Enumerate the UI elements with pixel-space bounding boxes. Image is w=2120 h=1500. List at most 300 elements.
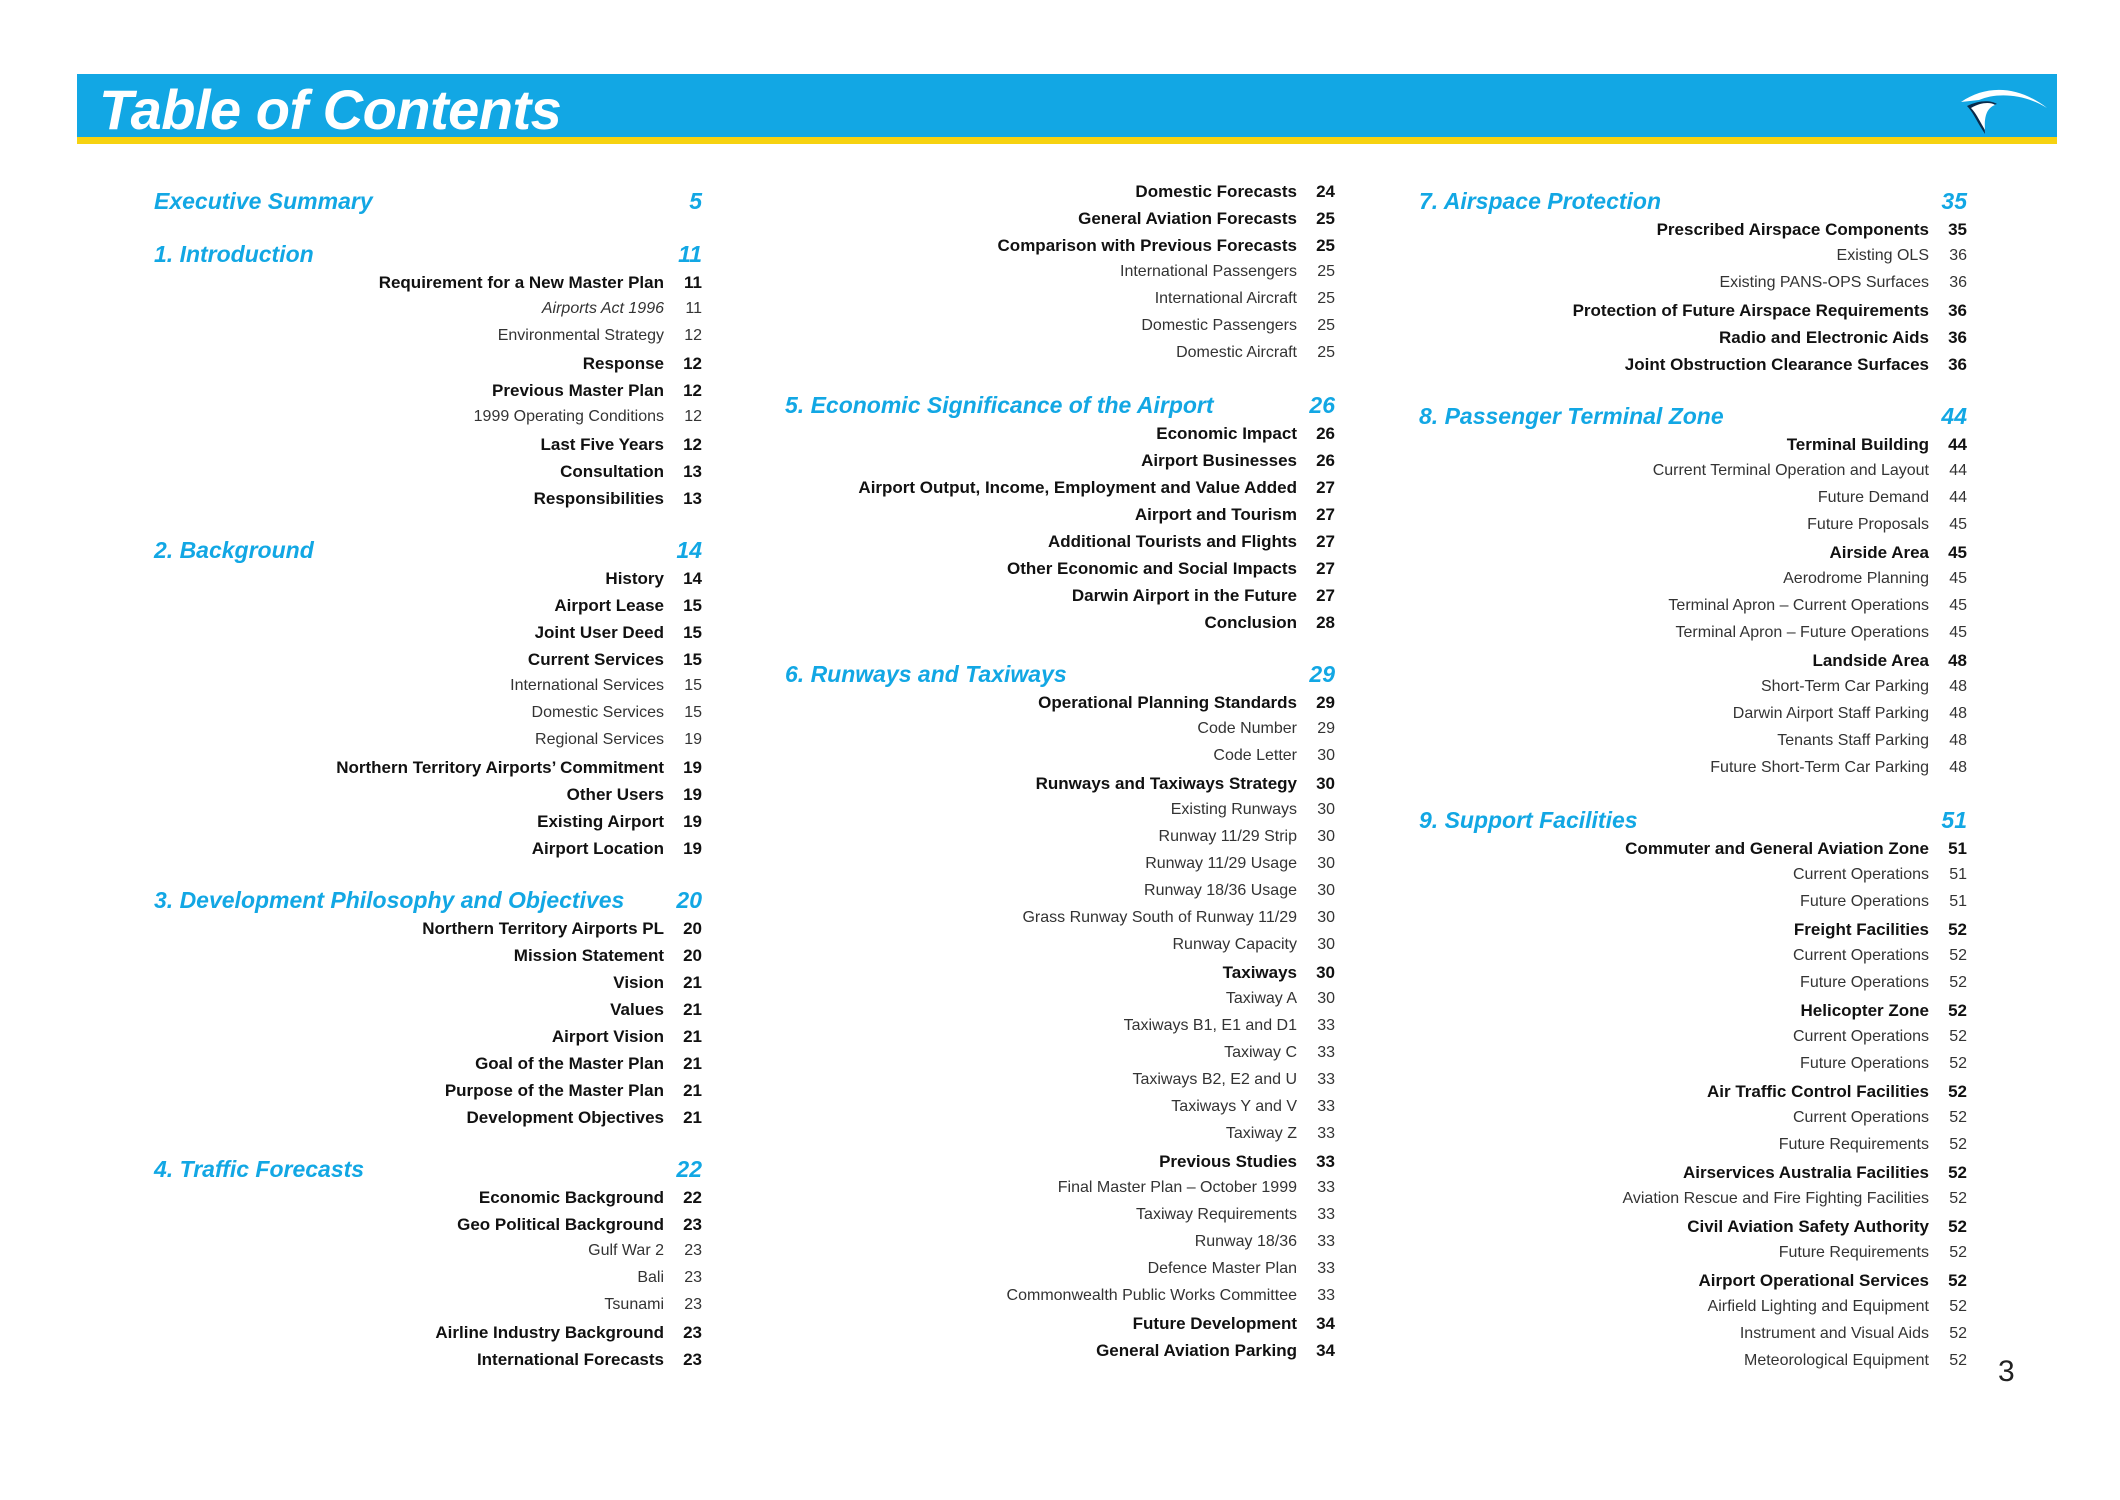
toc-subentry[interactable] xyxy=(785,990,1335,1017)
toc-entry-title: Prescribed Airspace Components xyxy=(1656,220,1929,239)
toc-subentry[interactable] xyxy=(1419,274,1967,301)
toc-entry[interactable] xyxy=(785,693,1335,720)
toc-subentry[interactable] xyxy=(1419,947,1967,974)
toc-subentry[interactable] xyxy=(785,828,1335,855)
toc-entry-page: 33 xyxy=(1317,1125,1335,1142)
toc-subentry[interactable] xyxy=(785,263,1335,290)
toc-entry[interactable] xyxy=(154,758,702,785)
toc-entry-title: Terminal Apron – Future Operations xyxy=(1675,624,1929,641)
toc-entry-title: Development Objectives xyxy=(466,1108,664,1127)
toc-entry-title: Joint Obstruction Clearance Surfaces xyxy=(1624,355,1929,374)
toc-entry-page: 36 xyxy=(1948,355,1967,374)
toc-entry[interactable] xyxy=(154,946,702,973)
toc-entry-title: Regional Services xyxy=(535,731,664,748)
toc-subentry[interactable] xyxy=(1419,1028,1967,1055)
toc-entry-title: Domestic Passengers xyxy=(1141,317,1297,334)
toc-entry-page: 27 xyxy=(1316,559,1335,578)
toc-entry[interactable] xyxy=(785,532,1335,559)
toc-subentry[interactable] xyxy=(1419,1298,1967,1325)
toc-entry[interactable] xyxy=(1419,651,1967,678)
toc-entry-title: Freight Facilities xyxy=(1793,920,1929,939)
toc-entry[interactable] xyxy=(1419,1163,1967,1190)
toc-entry-title: Requirement for a New Master Plan xyxy=(378,273,664,292)
toc-entry-page: 52 xyxy=(1948,1271,1967,1290)
toc-entry-page: 52 xyxy=(1948,1217,1967,1236)
toc-entry-page: 25 xyxy=(1317,290,1335,307)
toc-entry-page: 27 xyxy=(1316,478,1335,497)
toc-entry[interactable] xyxy=(154,1215,702,1242)
toc-entry-title: Domestic Forecasts xyxy=(1135,182,1297,201)
toc-entry[interactable] xyxy=(154,785,702,812)
toc-subentry[interactable] xyxy=(1419,489,1967,516)
toc-entry[interactable] xyxy=(1419,839,1967,866)
toc-entry-page: 21 xyxy=(683,973,702,992)
toc-entry[interactable] xyxy=(154,650,702,677)
toc-entry-page: 30 xyxy=(1317,855,1335,872)
toc-subentry[interactable] xyxy=(785,1017,1335,1044)
toc-entry-page: 52 xyxy=(1949,1028,1967,1045)
toc-entry-page: 21 xyxy=(683,1000,702,1019)
toc-entry-page: 52 xyxy=(1949,1055,1967,1072)
toc-subentry[interactable] xyxy=(154,677,702,704)
toc-subentry[interactable] xyxy=(1419,974,1967,1001)
toc-entry-title: Taxiways xyxy=(1222,963,1297,982)
toc-section-heading[interactable] xyxy=(1419,801,1967,839)
toc-entry-page: 27 xyxy=(1316,505,1335,524)
toc-entry-title: Airservices Australia Facilities xyxy=(1682,1163,1929,1182)
toc-subentry[interactable] xyxy=(154,408,702,435)
toc-entry-page: 52 xyxy=(1949,1352,1967,1369)
toc-entry-title: Taxiway C xyxy=(1224,1044,1297,1061)
toc-entry-page: 5 xyxy=(689,187,702,214)
toc-entry-title: General Aviation Forecasts xyxy=(1078,209,1297,228)
toc-subentry[interactable] xyxy=(1419,624,1967,651)
toc-subentry[interactable] xyxy=(785,1206,1335,1233)
toc-entry-title: Terminal Apron – Current Operations xyxy=(1668,597,1929,614)
toc-entry-title: Airport Output, Income, Employment and Value Added xyxy=(858,478,1297,497)
toc-entry-title: Darwin Airport in the Future xyxy=(1071,586,1297,605)
toc-entry-page: 19 xyxy=(683,785,702,804)
toc-entry[interactable] xyxy=(1419,543,1967,570)
toc-entry-page: 48 xyxy=(1948,651,1967,670)
toc-entry-page: 25 xyxy=(1317,344,1335,361)
toc-entry-title: Airport Businesses xyxy=(1141,451,1297,470)
toc-entry[interactable] xyxy=(785,963,1335,990)
toc-subentry[interactable] xyxy=(785,1071,1335,1098)
toc-subentry[interactable] xyxy=(1419,705,1967,732)
toc-entry-page: 19 xyxy=(683,839,702,858)
toc-entry-page: 12 xyxy=(684,327,702,344)
toc-entry-page: 33 xyxy=(1317,1017,1335,1034)
toc-column-3 xyxy=(1419,182,1967,1379)
toc-entry[interactable] xyxy=(1419,435,1967,462)
toc-entry-title: Runways and Taxiways Strategy xyxy=(1035,774,1297,793)
toc-entry-title: Future Development xyxy=(1132,1314,1297,1333)
toc-entry[interactable] xyxy=(154,489,702,516)
toc-subentry[interactable] xyxy=(1419,678,1967,705)
toc-entry-page: 29 xyxy=(1317,720,1335,737)
toc-entry-page: 45 xyxy=(1948,543,1967,562)
toc-entry-page: 52 xyxy=(1948,920,1967,939)
toc-subentry[interactable] xyxy=(785,1260,1335,1287)
toc-section-heading[interactable] xyxy=(785,386,1335,424)
toc-entry[interactable] xyxy=(1419,1271,1967,1298)
toc-entry-page: 15 xyxy=(683,596,702,615)
toc-entry[interactable] xyxy=(154,919,702,946)
toc-entry-title: Future Requirements xyxy=(1778,1136,1929,1153)
toc-entry[interactable] xyxy=(154,623,702,650)
toc-entry-title: Airside Area xyxy=(1829,543,1929,562)
toc-section-heading[interactable] xyxy=(154,881,702,919)
toc-entry-title: Future Operations xyxy=(1800,1055,1929,1072)
toc-section-heading[interactable] xyxy=(1419,397,1967,435)
toc-entry[interactable] xyxy=(154,435,702,462)
toc-entry-page: 23 xyxy=(684,1242,702,1259)
toc-entry[interactable] xyxy=(154,973,702,1000)
toc-entry-title: Current Services xyxy=(527,650,664,669)
toc-entry-page: 34 xyxy=(1316,1341,1335,1360)
toc-entry-page: 15 xyxy=(684,704,702,721)
toc-subentry[interactable] xyxy=(154,704,702,731)
toc-entry-title: Environmental Strategy xyxy=(497,327,664,344)
toc-entry[interactable] xyxy=(1419,220,1967,247)
toc-entry-title: Code Letter xyxy=(1213,747,1297,764)
toc-entry-title: Last Five Years xyxy=(540,435,664,454)
page-title: Table of Contents xyxy=(99,78,562,141)
toc-entry-title: Aerodrome Planning xyxy=(1783,570,1929,587)
toc-entry-title: Operational Planning Standards xyxy=(1038,693,1297,712)
toc-entry-title: 2. Background xyxy=(154,536,314,563)
toc-entry-page: 23 xyxy=(683,1323,702,1342)
toc-subentry[interactable] xyxy=(1419,759,1967,786)
toc-entry-page: 36 xyxy=(1948,328,1967,347)
toc-entry-title: Commuter and General Aviation Zone xyxy=(1625,839,1929,858)
toc-entry-page: 15 xyxy=(683,650,702,669)
toc-entry-page: 52 xyxy=(1949,1136,1967,1153)
toc-entry[interactable] xyxy=(785,559,1335,586)
toc-subentry[interactable] xyxy=(785,290,1335,317)
toc-entry[interactable] xyxy=(1419,1082,1967,1109)
toc-entry-title: Airfield Lighting and Equipment xyxy=(1707,1298,1929,1315)
toc-entry-page: 21 xyxy=(683,1054,702,1073)
toc-entry-page: 45 xyxy=(1949,516,1967,533)
toc-entry-title: Current Terminal Operation and Layout xyxy=(1652,462,1929,479)
toc-subentry[interactable] xyxy=(785,1179,1335,1206)
toc-subentry[interactable] xyxy=(154,327,702,354)
toc-entry-title: Values xyxy=(610,1000,664,1019)
toc-entry-page: 27 xyxy=(1316,532,1335,551)
toc-entry[interactable] xyxy=(154,354,702,381)
toc-subentry[interactable] xyxy=(785,909,1335,936)
toc-section-heading[interactable] xyxy=(154,1150,702,1188)
toc-entry-title: 4. Traffic Forecasts xyxy=(154,1155,365,1182)
toc-entry[interactable] xyxy=(785,586,1335,613)
toc-subentry[interactable] xyxy=(785,855,1335,882)
toc-entry[interactable] xyxy=(154,1108,702,1135)
toc-entry[interactable] xyxy=(154,1027,702,1054)
toc-subentry[interactable] xyxy=(154,300,702,327)
toc-entry-title: Existing OLS xyxy=(1836,247,1929,264)
toc-subentry[interactable] xyxy=(785,720,1335,747)
toc-subentry[interactable] xyxy=(1419,1109,1967,1136)
toc-subentry[interactable] xyxy=(1419,732,1967,759)
toc-entry[interactable] xyxy=(785,1152,1335,1179)
title-banner xyxy=(77,74,2057,144)
toc-entry-title: Defence Master Plan xyxy=(1147,1260,1297,1277)
toc-entry[interactable] xyxy=(1419,1217,1967,1244)
toc-entry-title: Previous Studies xyxy=(1159,1152,1297,1171)
toc-entry[interactable] xyxy=(785,505,1335,532)
toc-entry-page: 30 xyxy=(1317,882,1335,899)
toc-entry-title: Radio and Electronic Aids xyxy=(1718,328,1929,347)
toc-entry-title: Civil Aviation Safety Authority xyxy=(1687,1217,1929,1236)
toc-subentry[interactable] xyxy=(785,1287,1335,1314)
toc-subentry[interactable] xyxy=(1419,1190,1967,1217)
toc-column-2 xyxy=(785,182,1335,1368)
toc-entry-title: Responsibilities xyxy=(533,489,664,508)
toc-entry-title: Airport Location xyxy=(531,839,664,858)
toc-subentry[interactable] xyxy=(785,1233,1335,1260)
toc-entry[interactable] xyxy=(1419,1001,1967,1028)
toc-entry[interactable] xyxy=(1419,328,1967,355)
toc-entry-page: 24 xyxy=(1316,182,1335,201)
toc-entry-page: 30 xyxy=(1316,963,1335,982)
toc-entry[interactable] xyxy=(785,182,1335,209)
toc-entry[interactable] xyxy=(1419,301,1967,328)
toc-subentry[interactable] xyxy=(1419,1352,1967,1379)
toc-subentry[interactable] xyxy=(1419,1325,1967,1352)
toc-entry-page: 19 xyxy=(683,812,702,831)
toc-entry-page: 13 xyxy=(683,489,702,508)
toc-entry[interactable] xyxy=(1419,920,1967,947)
toc-entry-title: International Services xyxy=(510,677,664,694)
toc-entry-page: 33 xyxy=(1317,1287,1335,1304)
toc-entry-page: 23 xyxy=(683,1215,702,1234)
toc-entry-title: Current Operations xyxy=(1792,947,1929,964)
toc-subentry[interactable] xyxy=(1419,597,1967,624)
toc-entry-page: 25 xyxy=(1317,263,1335,280)
toc-section-heading[interactable] xyxy=(154,235,702,273)
toc-entry[interactable] xyxy=(785,774,1335,801)
toc-subentry[interactable] xyxy=(785,936,1335,963)
toc-entry-title: Tsunami xyxy=(604,1296,664,1313)
toc-entry-page: 11 xyxy=(678,240,702,267)
toc-entry-title: Economic Background xyxy=(478,1188,664,1207)
toc-entry-page: 29 xyxy=(1309,660,1335,687)
toc-entry-title: Future Short-Term Car Parking xyxy=(1710,759,1929,776)
toc-subentry[interactable] xyxy=(785,1044,1335,1071)
toc-entry-page: 33 xyxy=(1317,1071,1335,1088)
toc-entry-page: 52 xyxy=(1948,1082,1967,1101)
toc-entry[interactable] xyxy=(154,1000,702,1027)
toc-entry-page: 33 xyxy=(1317,1179,1335,1196)
toc-subentry[interactable] xyxy=(1419,1055,1967,1082)
toc-entry[interactable] xyxy=(785,1341,1335,1368)
toc-subentry[interactable] xyxy=(154,1242,702,1269)
toc-entry-page: 30 xyxy=(1317,801,1335,818)
toc-entry-title: 7. Airspace Protection xyxy=(1419,187,1662,214)
toc-subentry[interactable] xyxy=(154,731,702,758)
toc-entry[interactable] xyxy=(785,478,1335,505)
toc-entry-title: Taxiways B1, E1 and D1 xyxy=(1123,1017,1297,1034)
toc-entry-title: Future Proposals xyxy=(1807,516,1929,533)
toc-subentry[interactable] xyxy=(1419,462,1967,489)
toc-entry-page: 48 xyxy=(1949,678,1967,695)
toc-entry-page: 45 xyxy=(1949,570,1967,587)
toc-entry-title: International Aircraft xyxy=(1154,290,1297,307)
toc-entry-title: Taxiway Z xyxy=(1225,1125,1297,1142)
toc-subentry[interactable] xyxy=(785,747,1335,774)
toc-entry[interactable] xyxy=(154,596,702,623)
toc-entry-page: 33 xyxy=(1317,1098,1335,1115)
toc-entry-page: 20 xyxy=(683,946,702,965)
toc-entry-title: 8. Passenger Terminal Zone xyxy=(1419,402,1724,429)
toc-entry-title: Runway 11/29 Usage xyxy=(1145,855,1297,872)
toc-entry-title: Northern Territory Airports PL xyxy=(422,919,664,938)
toc-entry-title: Darwin Airport Staff Parking xyxy=(1732,705,1929,722)
toc-entry[interactable] xyxy=(154,569,702,596)
toc-entry-title: Current Operations xyxy=(1792,866,1929,883)
toc-entry[interactable] xyxy=(154,812,702,839)
toc-entry-page: 23 xyxy=(684,1269,702,1286)
toc-entry-title: Economic Impact xyxy=(1156,424,1297,443)
toc-entry-title: Geo Political Background xyxy=(457,1215,664,1234)
toc-entry-title: Current Operations xyxy=(1792,1109,1929,1126)
toc-subentry[interactable] xyxy=(154,1296,702,1323)
toc-entry-page: 33 xyxy=(1316,1152,1335,1171)
toc-entry-page: 22 xyxy=(676,1155,702,1182)
toc-entry-title: Airline Industry Background xyxy=(435,1323,664,1342)
toc-entry-page: 25 xyxy=(1316,236,1335,255)
toc-subentry[interactable] xyxy=(785,1098,1335,1125)
toc-entry-page: 30 xyxy=(1317,828,1335,845)
toc-entry-page: 19 xyxy=(684,731,702,748)
toc-entry-page: 12 xyxy=(683,381,702,400)
toc-entry-title: Runway Capacity xyxy=(1172,936,1297,953)
toc-entry-title: 1999 Operating Conditions xyxy=(473,408,664,425)
toc-entry-title: Commonwealth Public Works Committee xyxy=(1006,1287,1297,1304)
toc-entry-title: Taxiway A xyxy=(1225,990,1297,1007)
toc-entry-page: 12 xyxy=(683,354,702,373)
toc-entry[interactable] xyxy=(785,613,1335,640)
toc-entry-page: 12 xyxy=(683,435,702,454)
toc-entry-page: 33 xyxy=(1317,1260,1335,1277)
toc-entry-page: 30 xyxy=(1317,747,1335,764)
toc-entry[interactable] xyxy=(154,1323,702,1350)
toc-entry-title: 6. Runways and Taxiways xyxy=(785,660,1067,687)
toc-entry[interactable] xyxy=(154,1350,702,1377)
toc-entry-title: Airport Lease xyxy=(554,596,664,615)
toc-subentry[interactable] xyxy=(154,1269,702,1296)
toc-entry[interactable] xyxy=(785,424,1335,451)
toc-section-heading[interactable] xyxy=(154,182,702,220)
toc-entry[interactable] xyxy=(154,381,702,408)
toc-subentry[interactable] xyxy=(785,344,1335,371)
toc-entry-title: Tenants Staff Parking xyxy=(1777,732,1929,749)
toc-entry[interactable] xyxy=(154,1081,702,1108)
toc-entry-page: 21 xyxy=(683,1027,702,1046)
toc-entry[interactable] xyxy=(785,1314,1335,1341)
toc-entry-title: Air Traffic Control Facilities xyxy=(1707,1082,1929,1101)
toc-subentry[interactable] xyxy=(1419,247,1967,274)
toc-entry-title: Code Number xyxy=(1197,720,1297,737)
toc-entry-title: Purpose of the Master Plan xyxy=(444,1081,664,1100)
toc-entry-page: 14 xyxy=(683,569,702,588)
toc-section-heading[interactable] xyxy=(1419,182,1967,220)
toc-subentry[interactable] xyxy=(1419,1244,1967,1271)
toc-entry-page: 30 xyxy=(1317,909,1335,926)
toc-subentry[interactable] xyxy=(785,882,1335,909)
toc-entry[interactable] xyxy=(785,451,1335,478)
toc-entry-page: 52 xyxy=(1948,1001,1967,1020)
toc-entry-title: Short-Term Car Parking xyxy=(1760,678,1929,695)
toc-subentry[interactable] xyxy=(1419,893,1967,920)
toc-entry-title: Domestic Services xyxy=(531,704,664,721)
toc-subentry[interactable] xyxy=(1419,570,1967,597)
toc-entry[interactable] xyxy=(785,236,1335,263)
toc-entry-page: 28 xyxy=(1316,613,1335,632)
toc-entry-page: 33 xyxy=(1317,1206,1335,1223)
toc-entry-title: Executive Summary xyxy=(154,187,373,214)
toc-subentry[interactable] xyxy=(785,317,1335,344)
toc-entry[interactable] xyxy=(154,839,702,866)
toc-entry-title: Airport Vision xyxy=(551,1027,664,1046)
toc-entry-title: Existing Airport xyxy=(537,812,664,831)
toc-subentry[interactable] xyxy=(1419,516,1967,543)
toc-entry-title: Existing PANS-OPS Surfaces xyxy=(1719,274,1929,291)
toc-entry-title: 3. Development Philosophy and Objectives xyxy=(154,886,625,913)
toc-section-heading[interactable] xyxy=(785,655,1335,693)
toc-entry[interactable] xyxy=(785,209,1335,236)
toc-entry-page: 26 xyxy=(1309,391,1335,418)
toc-entry-page: 30 xyxy=(1316,774,1335,793)
toc-entry-title: Meteorological Equipment xyxy=(1744,1352,1929,1369)
toc-subentry[interactable] xyxy=(1419,866,1967,893)
toc-entry-title: Airports Act 1996 xyxy=(541,300,664,317)
toc-subentry[interactable] xyxy=(785,1125,1335,1152)
toc-entry-title: Mission Statement xyxy=(513,946,664,965)
toc-entry-page: 44 xyxy=(1949,489,1967,506)
toc-entry[interactable] xyxy=(154,273,702,300)
toc-subentry[interactable] xyxy=(1419,1136,1967,1163)
toc-entry-page: 52 xyxy=(1949,1244,1967,1261)
toc-entry-title: Other Users xyxy=(566,785,664,804)
toc-entry[interactable] xyxy=(154,1188,702,1215)
toc-entry-page: 45 xyxy=(1949,597,1967,614)
toc-entry-title: Domestic Aircraft xyxy=(1176,344,1297,361)
toc-entry-title: Runway 18/36 xyxy=(1194,1233,1297,1250)
toc-entry-page: 51 xyxy=(1949,893,1967,910)
toc-entry[interactable] xyxy=(154,462,702,489)
toc-entry-title: 5. Economic Significance of the Airport xyxy=(785,391,1214,418)
toc-entry-page: 52 xyxy=(1949,1325,1967,1342)
toc-entry-title: History xyxy=(605,569,664,588)
toc-section-heading[interactable] xyxy=(154,531,702,569)
toc-entry-title: Response xyxy=(582,354,664,373)
toc-subentry[interactable] xyxy=(785,801,1335,828)
toc-entry-page: 29 xyxy=(1316,693,1335,712)
toc-entry-title: Consultation xyxy=(560,462,664,481)
toc-entry-title: Protection of Future Airspace Requirements xyxy=(1572,301,1929,320)
toc-entry-page: 15 xyxy=(683,623,702,642)
toc-entry-title: 1. Introduction xyxy=(154,240,314,267)
toc-entry[interactable] xyxy=(154,1054,702,1081)
toc-entry-title: Goal of the Master Plan xyxy=(475,1054,664,1073)
toc-entry[interactable] xyxy=(1419,355,1967,382)
toc-entry-title: International Forecasts xyxy=(476,1350,664,1369)
toc-entry-title: Airport Operational Services xyxy=(1698,1271,1929,1290)
toc-entry-page: 26 xyxy=(1316,451,1335,470)
